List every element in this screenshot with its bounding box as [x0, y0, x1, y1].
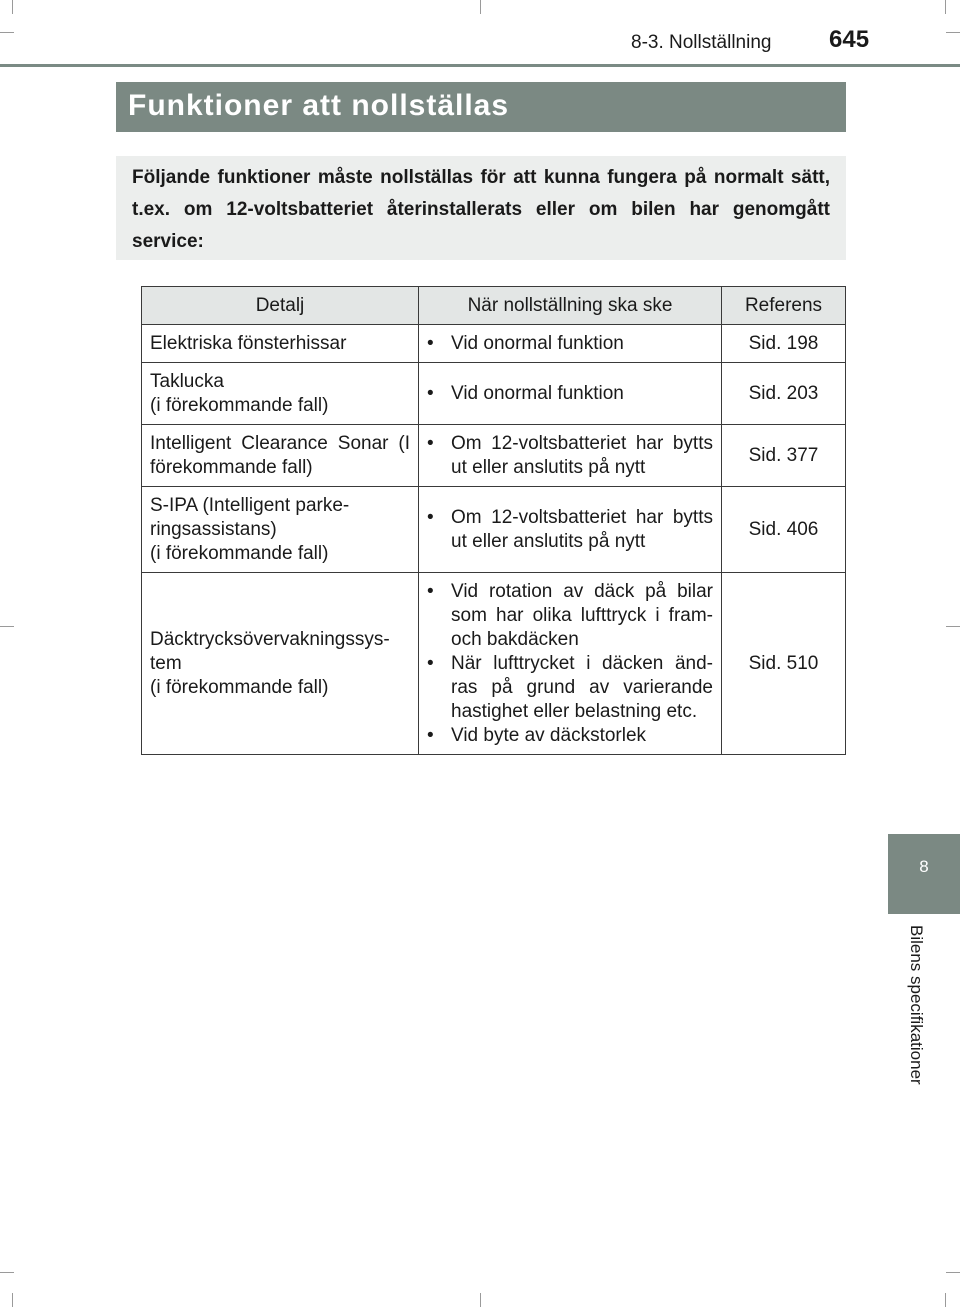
crop-mark	[0, 1272, 14, 1273]
reset-functions-table	[141, 286, 846, 755]
bullet-icon: •	[427, 652, 434, 674]
chapter-tab	[888, 834, 960, 914]
crop-mark	[945, 0, 946, 14]
list-item	[427, 332, 713, 356]
title-banner	[116, 82, 846, 132]
detail-cell	[142, 487, 419, 573]
chapter-number: 8	[919, 857, 929, 876]
bullet-icon: •	[427, 724, 434, 746]
bullet-icon: •	[427, 332, 434, 354]
list-item-text: Om 12-voltsbatteriet har bytts ut eller anslutits på nytt	[451, 432, 713, 478]
reference-cell: Sid. 198	[722, 325, 846, 363]
header-divider	[0, 64, 960, 67]
when-cell	[419, 363, 722, 425]
reference-cell: Sid. 406	[722, 487, 846, 573]
table-row	[142, 487, 846, 573]
list-item	[427, 652, 713, 724]
bullet-icon: •	[427, 506, 434, 528]
when-cell	[419, 325, 722, 363]
column-header-when: När nollställning ska ske	[419, 287, 722, 325]
crop-mark	[0, 626, 14, 627]
chapter-label: Bilens specifikationer	[907, 925, 926, 1085]
detail-line: (i förekommande fall)	[150, 676, 329, 698]
list-item	[427, 382, 713, 406]
list-item-text: Vid onormal funktion	[451, 332, 624, 354]
list-item-text: Vid rotation av däck på bilar som har olika lufttryck i fram- och bakdäcken	[451, 580, 713, 650]
page-title: Funktioner att nollställas	[128, 89, 510, 122]
list-item	[427, 580, 713, 652]
detail-cell: Intelligent Clearance Sonar (I förekommande fall)	[142, 425, 419, 487]
crop-mark	[480, 1293, 481, 1307]
list-item	[427, 724, 713, 748]
detail-line: Elektriska fönsterhissar	[150, 332, 347, 354]
detail-cell	[142, 573, 419, 755]
detail-line: (i förekommande fall)	[150, 542, 329, 564]
list-item	[427, 432, 713, 480]
detail-line: Taklucka	[150, 370, 224, 392]
crop-mark	[0, 32, 14, 33]
detail-cell	[142, 325, 419, 363]
detail-line: S-IPA (Intelligent parke-	[150, 494, 350, 516]
when-cell	[419, 487, 722, 573]
when-cell	[419, 425, 722, 487]
crop-mark	[946, 626, 960, 627]
table-row	[142, 425, 846, 487]
detail-cell	[142, 363, 419, 425]
intro-box	[116, 156, 846, 260]
list-item	[427, 506, 713, 554]
table-row	[142, 325, 846, 363]
list-item-text: Om 12-voltsbatteriet har bytts ut eller anslutits på nytt	[451, 506, 713, 552]
list-item-text: Vid onormal funktion	[451, 382, 624, 404]
bullet-icon: •	[427, 382, 434, 404]
page-number: 645	[829, 26, 870, 53]
table-row	[142, 573, 846, 755]
reference-cell: Sid. 203	[722, 363, 846, 425]
crop-mark	[946, 32, 960, 33]
detail-line: Däcktrycksövervakningssys-	[150, 628, 390, 650]
column-header-detail: Detalj	[142, 287, 419, 325]
reference-cell: Sid. 510	[722, 573, 846, 755]
intro-text: Följande funktioner måste nollställas för att kunna fungera på normalt sätt, t.ex. om 12-voltsbatteriet återinstallerats eller om bilen har genomgått service:	[132, 167, 830, 252]
list-item-text: Vid byte av däckstorlek	[451, 724, 647, 746]
table-header-row	[142, 287, 846, 325]
column-header-reference: Referens	[722, 287, 846, 325]
detail-line: tem	[150, 652, 182, 674]
detail-line: ringsassistans)	[150, 518, 277, 540]
section-heading: 8-3. Nollställning	[631, 32, 772, 53]
bullet-icon: •	[427, 580, 434, 602]
crop-mark	[12, 0, 13, 14]
when-cell	[419, 573, 722, 755]
crop-mark	[945, 1293, 946, 1307]
detail-line: (i förekommande fall)	[150, 394, 329, 416]
table-row	[142, 363, 846, 425]
list-item-text: När lufttrycket i däcken änd-ras på grund av varierande hastighet eller belastning etc.	[451, 652, 713, 722]
bullet-icon: •	[427, 432, 434, 454]
crop-mark	[480, 0, 481, 14]
reference-cell: Sid. 377	[722, 425, 846, 487]
crop-mark	[12, 1293, 13, 1307]
crop-mark	[946, 1272, 960, 1273]
